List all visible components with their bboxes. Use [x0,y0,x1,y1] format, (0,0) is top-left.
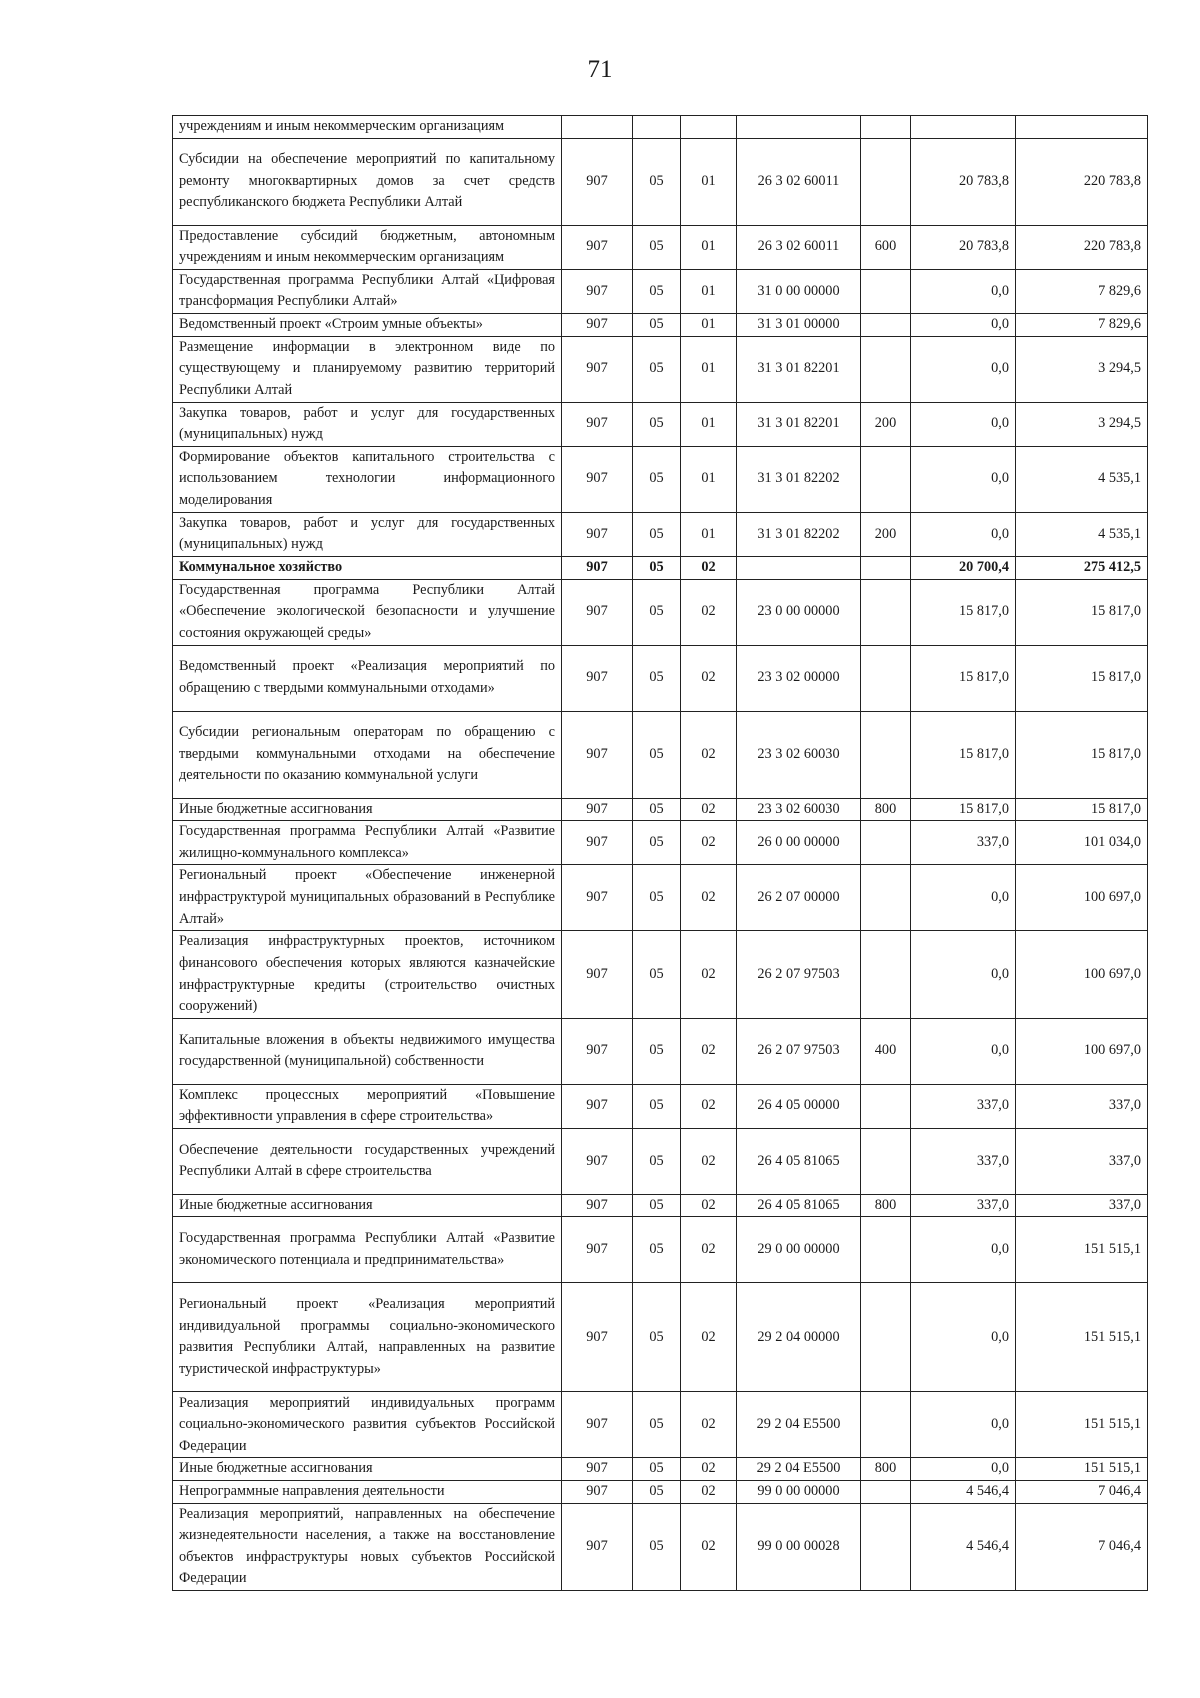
rz-code: 05 [633,1503,681,1590]
amount-1 [911,116,1016,139]
pr-code: 01 [681,446,737,512]
pr-code: 02 [681,579,737,645]
gr-code: 907 [562,1128,633,1194]
gr-code: 907 [562,1481,633,1504]
rz-code: 05 [633,512,681,556]
pr-code: 01 [681,138,737,225]
vr-code [861,336,911,402]
gr-code: 907 [562,1458,633,1481]
csr-code [737,116,861,139]
table-row [173,645,1148,711]
csr-code: 23 3 02 60030 [737,798,861,821]
row-name: Региональный проект «Реализация мероприятий индивидуальной программы социально-экономического развития Республики Алтай, направленных на развитие туристической инфраструктуры» [173,1283,562,1392]
csr-code: 29 2 04 00000 [737,1283,861,1392]
amount-1: 15 817,0 [911,798,1016,821]
rz-code: 05 [633,269,681,313]
amount-1: 15 817,0 [911,711,1016,798]
row-name: Иные бюджетные ассигнования [173,798,562,821]
rz-code: 05 [633,1458,681,1481]
page-number: 71 [587,56,613,83]
row-name: Субсидии на обеспечение мероприятий по капитальному ремонту многоквартирных домов за счет средств республиканского бюджета Республики Алтай [173,138,562,225]
pr-code: 02 [681,1217,737,1283]
gr-code: 907 [562,225,633,269]
table-row [173,1128,1148,1194]
table-row [173,1283,1148,1392]
amount-1: 0,0 [911,865,1016,931]
pr-code: 01 [681,313,737,336]
vr-code [861,579,911,645]
gr-code: 907 [562,865,633,931]
vr-code [861,269,911,313]
csr-code: 26 3 02 60011 [737,225,861,269]
amount-2: 15 817,0 [1016,645,1148,711]
gr-code: 907 [562,1084,633,1128]
csr-code: 26 0 00 00000 [737,821,861,865]
table-row [173,313,1148,336]
row-name: Непрограммные направления деятельности [173,1481,562,1504]
csr-code: 26 3 02 60011 [737,138,861,225]
row-name: Государственная программа Республики Алтай «Развитие жилищно-коммунального комплекса» [173,821,562,865]
rz-code: 05 [633,798,681,821]
gr-code: 907 [562,1217,633,1283]
row-name: Обеспечение деятельности государственных учреждений Республики Алтай в сфере строительства [173,1128,562,1194]
pr-code: 01 [681,402,737,446]
amount-2: 7 046,4 [1016,1481,1148,1504]
vr-code: 200 [861,402,911,446]
table-row [173,821,1148,865]
table-row [173,138,1148,225]
vr-code: 800 [861,798,911,821]
table-row [173,556,1148,579]
amount-2: 100 697,0 [1016,865,1148,931]
gr-code: 907 [562,821,633,865]
vr-code [861,1392,911,1458]
row-name: учреждениям и иным некоммерческим организациям [173,116,562,139]
gr-code: 907 [562,1018,633,1084]
amount-1: 0,0 [911,336,1016,402]
table-row [173,512,1148,556]
amount-1: 0,0 [911,269,1016,313]
row-name: Иные бюджетные ассигнования [173,1458,562,1481]
row-name: Ведомственный проект «Реализация мероприятий по обращению с твердыми коммунальными отходами» [173,645,562,711]
csr-code: 26 2 07 00000 [737,865,861,931]
pr-code: 02 [681,821,737,865]
csr-code: 26 4 05 81065 [737,1128,861,1194]
amount-1: 0,0 [911,931,1016,1018]
table-row [173,1503,1148,1590]
rz-code: 05 [633,865,681,931]
amount-2: 4 535,1 [1016,512,1148,556]
row-name: Закупка товаров, работ и услуг для государственных (муниципальных) нужд [173,402,562,446]
gr-code: 907 [562,645,633,711]
row-name: Государственная программа Республики Алтай «Развитие экономического потенциала и предпринимательства» [173,1217,562,1283]
amount-2: 100 697,0 [1016,1018,1148,1084]
pr-code: 02 [681,865,737,931]
rz-code: 05 [633,1392,681,1458]
table-row [173,269,1148,313]
table-row [173,579,1148,645]
amount-1: 0,0 [911,1217,1016,1283]
csr-code: 31 3 01 82202 [737,512,861,556]
vr-code: 600 [861,225,911,269]
pr-code: 02 [681,556,737,579]
budget-table [172,115,1148,1591]
csr-code: 29 2 04 E5500 [737,1392,861,1458]
csr-code: 99 0 00 00000 [737,1481,861,1504]
vr-code: 800 [861,1194,911,1217]
gr-code: 907 [562,269,633,313]
amount-2: 7 829,6 [1016,269,1148,313]
gr-code: 907 [562,711,633,798]
pr-code: 02 [681,645,737,711]
vr-code [861,138,911,225]
pr-code: 02 [681,1084,737,1128]
amount-1: 0,0 [911,1283,1016,1392]
vr-code [861,931,911,1018]
row-name: Субсидии региональным операторам по обращению с твердыми коммунальными отходами на обеспечение деятельности по оказанию коммунальной услуги [173,711,562,798]
vr-code: 200 [861,512,911,556]
amount-1: 20 783,8 [911,138,1016,225]
row-name: Государственная программа Республики Алтай «Цифровая трансформация Республики Алтай» [173,269,562,313]
amount-1: 337,0 [911,1084,1016,1128]
csr-code: 23 0 00 00000 [737,579,861,645]
pr-code: 02 [681,1194,737,1217]
amount-2: 15 817,0 [1016,711,1148,798]
amount-1: 0,0 [911,1392,1016,1458]
table-row [173,446,1148,512]
rz-code: 05 [633,1283,681,1392]
amount-2: 15 817,0 [1016,798,1148,821]
row-name: Размещение информации в электронном виде по существующему и планируемому развитию территорий Республики Алтай [173,336,562,402]
rz-code: 05 [633,556,681,579]
amount-1: 20 700,4 [911,556,1016,579]
amount-1: 0,0 [911,1458,1016,1481]
row-name: Иные бюджетные ассигнования [173,1194,562,1217]
table-row [173,336,1148,402]
row-name: Закупка товаров, работ и услуг для государственных (муниципальных) нужд [173,512,562,556]
amount-2: 4 535,1 [1016,446,1148,512]
csr-code: 31 3 01 82201 [737,402,861,446]
amount-2: 100 697,0 [1016,931,1148,1018]
amount-1: 0,0 [911,1018,1016,1084]
csr-code: 31 3 01 82202 [737,446,861,512]
vr-code [861,1084,911,1128]
gr-code: 907 [562,1503,633,1590]
rz-code: 05 [633,225,681,269]
vr-code: 800 [861,1458,911,1481]
row-name: Региональный проект «Обеспечение инженерной инфраструктурой муниципальных образований в Республике Алтай» [173,865,562,931]
csr-code: 26 4 05 81065 [737,1194,861,1217]
csr-code: 26 2 07 97503 [737,1018,861,1084]
vr-code [861,1283,911,1392]
pr-code: 01 [681,336,737,402]
rz-code: 05 [633,711,681,798]
row-name: Коммунальное хозяйство [173,556,562,579]
vr-code [861,1481,911,1504]
gr-code: 907 [562,579,633,645]
amount-2: 7 046,4 [1016,1503,1148,1590]
amount-2: 151 515,1 [1016,1392,1148,1458]
amount-2: 151 515,1 [1016,1458,1148,1481]
vr-code [861,313,911,336]
row-name: Государственная программа Республики Алтай «Обеспечение экологической безопасности и улучшение состояния окружающей среды» [173,579,562,645]
pr-code: 02 [681,711,737,798]
gr-code: 907 [562,446,633,512]
vr-code [861,711,911,798]
rz-code: 05 [633,931,681,1018]
table-row [173,1458,1148,1481]
gr-code [562,116,633,139]
amount-1: 337,0 [911,1128,1016,1194]
pr-code: 01 [681,512,737,556]
csr-code: 99 0 00 00028 [737,1503,861,1590]
vr-code [861,1128,911,1194]
pr-code: 01 [681,269,737,313]
row-name: Формирование объектов капитального строительства с использованием технологии информационного моделирования [173,446,562,512]
csr-code: 26 2 07 97503 [737,931,861,1018]
vr-code [861,1217,911,1283]
amount-2 [1016,116,1148,139]
pr-code: 02 [681,1128,737,1194]
amount-2: 3 294,5 [1016,402,1148,446]
gr-code: 907 [562,313,633,336]
vr-code [861,556,911,579]
vr-code: 400 [861,1018,911,1084]
rz-code: 05 [633,313,681,336]
csr-code: 31 3 01 00000 [737,313,861,336]
pr-code: 02 [681,1018,737,1084]
gr-code: 907 [562,1194,633,1217]
gr-code: 907 [562,1283,633,1392]
csr-code [737,556,861,579]
row-name: Реализация мероприятий, направленных на обеспечение жизнедеятельности населения, а также на восстановление объектов инфраструктуры новых субъектов Российской Федерации [173,1503,562,1590]
amount-1: 20 783,8 [911,225,1016,269]
amount-1: 0,0 [911,313,1016,336]
row-name: Капитальные вложения в объекты недвижимого имущества государственной (муниципальной) собственности [173,1018,562,1084]
rz-code: 05 [633,1084,681,1128]
amount-2: 3 294,5 [1016,336,1148,402]
gr-code: 907 [562,798,633,821]
pr-code [681,116,737,139]
table-row [173,1392,1148,1458]
table-row [173,1084,1148,1128]
amount-2: 337,0 [1016,1128,1148,1194]
gr-code: 907 [562,1392,633,1458]
gr-code: 907 [562,138,633,225]
pr-code: 02 [681,1503,737,1590]
amount-1: 15 817,0 [911,579,1016,645]
table-row [173,931,1148,1018]
vr-code [861,446,911,512]
pr-code: 02 [681,1458,737,1481]
rz-code: 05 [633,402,681,446]
vr-code [861,821,911,865]
csr-code: 29 2 04 E5500 [737,1458,861,1481]
rz-code [633,116,681,139]
table-row [173,1481,1148,1504]
row-name: Ведомственный проект «Строим умные объекты» [173,313,562,336]
row-name: Реализация мероприятий индивидуальных программ социально-экономического развития субъектов Российской Федерации [173,1392,562,1458]
rz-code: 05 [633,645,681,711]
amount-1: 0,0 [911,402,1016,446]
row-name: Реализация инфраструктурных проектов, источником финансового обеспечения которых являются казначейские инфраструктурные кредиты (строительство очистных сооружений) [173,931,562,1018]
rz-code: 05 [633,579,681,645]
gr-code: 907 [562,556,633,579]
table-row [173,1194,1148,1217]
amount-2: 220 783,8 [1016,225,1148,269]
csr-code: 29 0 00 00000 [737,1217,861,1283]
pr-code: 01 [681,225,737,269]
rz-code: 05 [633,446,681,512]
rz-code: 05 [633,1217,681,1283]
pr-code: 02 [681,798,737,821]
amount-2: 151 515,1 [1016,1217,1148,1283]
csr-code: 26 4 05 00000 [737,1084,861,1128]
amount-1: 0,0 [911,512,1016,556]
rz-code: 05 [633,138,681,225]
gr-code: 907 [562,512,633,556]
amount-2: 15 817,0 [1016,579,1148,645]
amount-2: 151 515,1 [1016,1283,1148,1392]
table-row [173,116,1148,139]
csr-code: 23 3 02 00000 [737,645,861,711]
vr-code [861,645,911,711]
table-row [173,1217,1148,1283]
amount-1: 4 546,4 [911,1481,1016,1504]
amount-1: 337,0 [911,821,1016,865]
amount-2: 337,0 [1016,1194,1148,1217]
table-row [173,798,1148,821]
pr-code: 02 [681,1392,737,1458]
table-row [173,711,1148,798]
gr-code: 907 [562,336,633,402]
amount-1: 15 817,0 [911,645,1016,711]
amount-2: 275 412,5 [1016,556,1148,579]
rz-code: 05 [633,1481,681,1504]
rz-code: 05 [633,1128,681,1194]
amount-1: 337,0 [911,1194,1016,1217]
csr-code: 31 3 01 82201 [737,336,861,402]
table-row [173,1018,1148,1084]
rz-code: 05 [633,821,681,865]
amount-2: 101 034,0 [1016,821,1148,865]
amount-1: 0,0 [911,446,1016,512]
amount-2: 337,0 [1016,1084,1148,1128]
csr-code: 31 0 00 00000 [737,269,861,313]
rz-code: 05 [633,1018,681,1084]
gr-code: 907 [562,402,633,446]
row-name: Предоставление субсидий бюджетным, автономным учреждениям и иным некоммерческим организациям [173,225,562,269]
csr-code: 23 3 02 60030 [737,711,861,798]
pr-code: 02 [681,1283,737,1392]
gr-code: 907 [562,931,633,1018]
amount-2: 7 829,6 [1016,313,1148,336]
row-name: Комплекс процессных мероприятий «Повышение эффективности управления в сфере строительства» [173,1084,562,1128]
rz-code: 05 [633,1194,681,1217]
rz-code: 05 [633,336,681,402]
amount-1: 4 546,4 [911,1503,1016,1590]
pr-code: 02 [681,931,737,1018]
table-row [173,402,1148,446]
table-row [173,865,1148,931]
vr-code [861,116,911,139]
amount-2: 220 783,8 [1016,138,1148,225]
table-row [173,225,1148,269]
vr-code [861,865,911,931]
pr-code: 02 [681,1481,737,1504]
vr-code [861,1503,911,1590]
